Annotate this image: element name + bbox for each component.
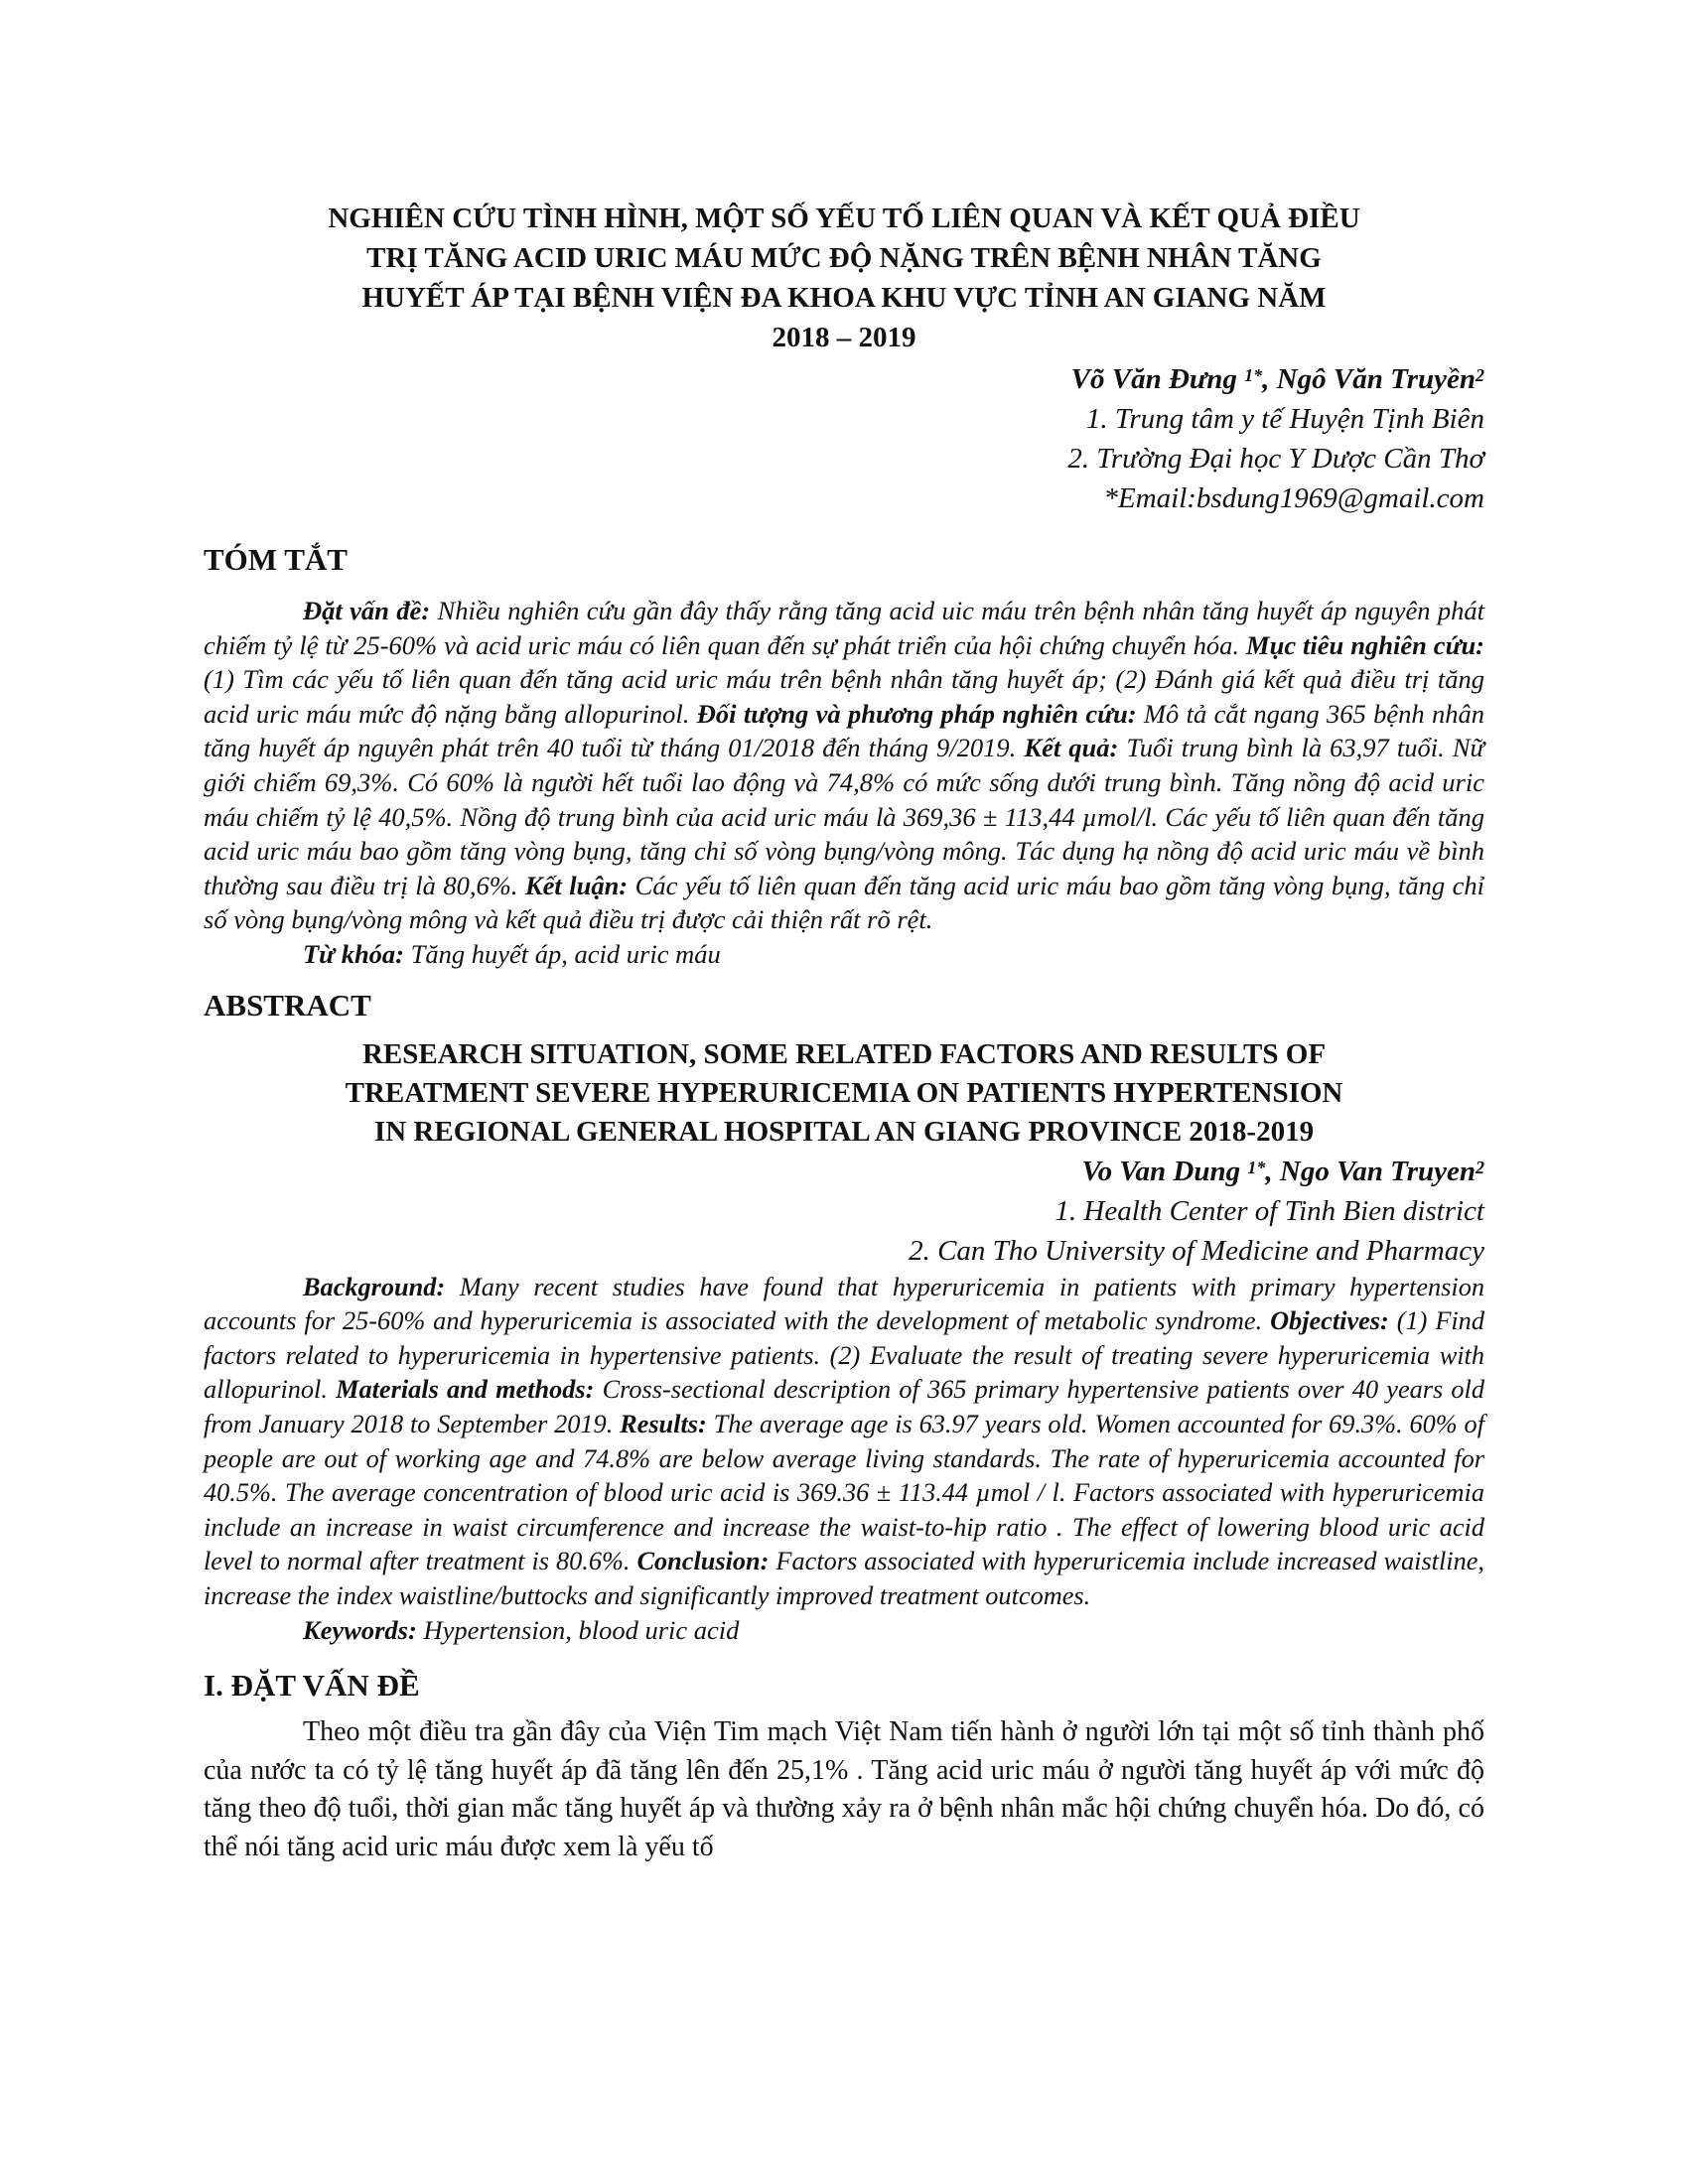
- title-line: TREATMENT SEVERE HYPERURICEMIA ON PATIENTS HYPERTENSION: [345, 1076, 1343, 1109]
- abstract-text: Many recent studies have found that hyperuricemia in patients with primary hypertension accounts for 25-60% and hyperuricemia is associated with the development of metabolic syndrome.: [204, 1272, 1484, 1336]
- abstract-label: Đặt vấn đề:: [303, 596, 431, 625]
- vietnamese-authors: [204, 359, 1484, 518]
- author-name: Ngo Van Truyen: [1279, 1155, 1476, 1187]
- vietnamese-title: [204, 199, 1484, 357]
- abstract-label: Kết quả:: [1024, 733, 1119, 763]
- abstract-label: Conclusion:: [636, 1547, 770, 1576]
- author-name: Ngô Văn Truyền: [1276, 363, 1476, 395]
- abstract-label: Materials and methods:: [336, 1375, 595, 1405]
- title-line: TRỊ TĂNG ACID URIC MÁU MỨC ĐỘ NẶNG TRÊN BỆNH NHÂN TĂNG: [366, 242, 1322, 274]
- title-line: RESEARCH SITUATION, SOME RELATED FACTORS AND RESULTS OF: [361, 1037, 1327, 1070]
- email: *Email:bsdung1969@gmail.com: [1103, 482, 1484, 514]
- vietnamese-abstract: [204, 594, 1484, 937]
- intro-paragraph: Theo một điều tra gần đây của Viện Tim mạch Việt Nam tiến hành ở người lớn tại một số tỉnh thành phố của nước ta có tỷ lệ tăng huyết áp đã tăng lên đến 25,1% . Tăng acid uric máu ở người tăng huyết áp với mức độ tăng theo độ tuổi, thời gian mắc tăng huyết áp và thường xảy ra ở bệnh nhân mắc hội chứng chuyển hóa. Do đó, có thể nói tăng acid uric máu được xem là yếu tố: [204, 1716, 1484, 1862]
- title-line: 2018 – 2019: [772, 322, 916, 353]
- abstract-text: Nhiều nghiên cứu gần đây thấy rằng tăng acid uic máu trên bệnh nhân tăng huyết áp nguyên phát chiếm tỷ lệ từ 25-60% và acid uric máu có liên quan đến sự phát triển của hội chứng chuyển hóa.: [204, 596, 1484, 660]
- paper-page: [204, 199, 1484, 1866]
- abstract-text: The average age is 63.97 years old. Women accounted for 69.3%. 60% of people are out of working age and 74.8% are below average living standards. The rate of hyperuricemia accounted for 40.5%. The average concentration of blood uric acid is 369.36 ± 113.44 µmol / l. Factors associated with hyperuricemia include an increase in waist circumference and increase the waist-to-hip ratio . The effect of lowering blood uric acid level to normal after treatment is 80.6%.: [204, 1409, 1484, 1576]
- author-separator: ,: [1265, 1155, 1280, 1187]
- abstract-text: Tuổi trung bình là 63,97 tuổi. Nữ giới chiếm 69,3%. Có 60% là người hết tuổi lao động và 74,8% có mức sống dưới trung bình. Tăng nồng độ acid uric máu chiếm tỷ lệ 40,5%. Nồng độ trung bình của acid uric máu là 369,36 ± 113,44 µmol/l. Các yếu tố liên quan đến tăng acid uric máu bao gồm tăng vòng bụng, tăng chỉ số vòng bụng/vòng mông. Tác dụng hạ nồng độ acid uric máu về bình thường sau điều trị là 80,6%.: [204, 733, 1484, 900]
- author-separator: ,: [1262, 363, 1277, 395]
- abstract-label: Kết luận:: [524, 870, 629, 900]
- title-line: IN REGIONAL GENERAL HOSPITAL AN GIANG PROVINCE 2018-2019: [373, 1115, 1315, 1148]
- author-superscript: 1*: [1247, 1157, 1266, 1177]
- keywords-text: Tăng huyết áp, acid uric máu: [404, 938, 721, 969]
- english-authors: [204, 1152, 1484, 1271]
- abstract-text: Cross-sectional description of 365 primary hypertensive patients over 40 years old from January 2018 to September 2019.: [204, 1375, 1485, 1438]
- keywords-text: Hypertension, blood uric acid: [416, 1615, 740, 1646]
- abstract-label: Đối tượng và phương pháp nghiên cứu:: [696, 698, 1137, 729]
- author-name: Võ Văn Đưng: [1070, 363, 1237, 395]
- english-title: [204, 1035, 1484, 1152]
- section-heading: I. ĐẶT VẤN ĐỀ: [204, 1668, 420, 1704]
- abstract-label: Mục tiêu nghiên cứu:: [1246, 629, 1485, 660]
- author-superscript: 2: [1476, 365, 1484, 385]
- abstract-text: Factors associated with hyperuricemia include increased waistline, increase the index waistline/buttocks and significantly improved treatment outcomes.: [204, 1547, 1484, 1610]
- author-superscript: 2: [1476, 1157, 1484, 1177]
- affiliation: 2. Trường Đại học Y Dược Cần Thơ: [1067, 443, 1484, 475]
- abstract-text: (1) Find factors related to hyperuricemia in hypertensive patients. (2) Evaluate the result of treating severe hyperuricemia with allopurinol.: [204, 1306, 1484, 1405]
- abstract-label: Results:: [620, 1409, 707, 1438]
- abstract-text: Mô tả cắt ngang 365 bệnh nhân tăng huyết áp nguyên phát trên 40 tuổi từ tháng 01/2018 đến tháng 9/2019.: [204, 698, 1484, 763]
- author-name: Vo Van Dung: [1081, 1155, 1241, 1187]
- affiliation: 1. Trung tâm y tế Huyện Tịnh Biên: [1085, 403, 1484, 435]
- english-abstract: [204, 1271, 1484, 1614]
- author-line: [204, 1152, 1484, 1191]
- author-line: [204, 359, 1484, 399]
- abstract-label: Objectives:: [1270, 1306, 1389, 1336]
- english-keywords: [303, 1613, 1484, 1648]
- vietnamese-keywords: [303, 937, 1484, 972]
- abstract-text: (1) Tìm các yếu tố liên quan đến tăng acid uric máu trên bệnh nhân tăng huyết áp; (2) Đánh giá kết quả điều trị tăng acid uric máu mức độ nặng bằng allopurinol.: [204, 664, 1484, 729]
- affiliation: 2. Can Tho University of Medicine and Pharmacy: [909, 1234, 1484, 1267]
- title-line: HUYẾT ÁP TẠI BỆNH VIỆN ĐA KHOA KHU VỰC TỈNH AN GIANG NĂM: [361, 282, 1327, 314]
- title-line: NGHIÊN CỨU TÌNH HÌNH, MỘT SỐ YẾU TỐ LIÊN QUAN VÀ KẾT QUẢ ĐIỀU: [328, 203, 1360, 234]
- author-superscript: 1*: [1244, 365, 1263, 385]
- affiliation: 1. Health Center of Tinh Bien district: [1055, 1194, 1484, 1227]
- summary-heading: TÓM TẮT: [204, 542, 348, 577]
- abstract-heading: ABSTRACT: [204, 987, 371, 1023]
- keywords-label: Từ khóa:: [303, 938, 405, 969]
- abstract-label: Background:: [303, 1272, 446, 1301]
- abstract-text: Các yếu tố liên quan đến tăng acid uric máu bao gồm tăng vòng bụng, tăng chỉ số vòng bụng/vòng mông và kết quả điều trị được cải thiện rất rõ rệt.: [204, 870, 1484, 935]
- keywords-label: Keywords:: [303, 1615, 417, 1646]
